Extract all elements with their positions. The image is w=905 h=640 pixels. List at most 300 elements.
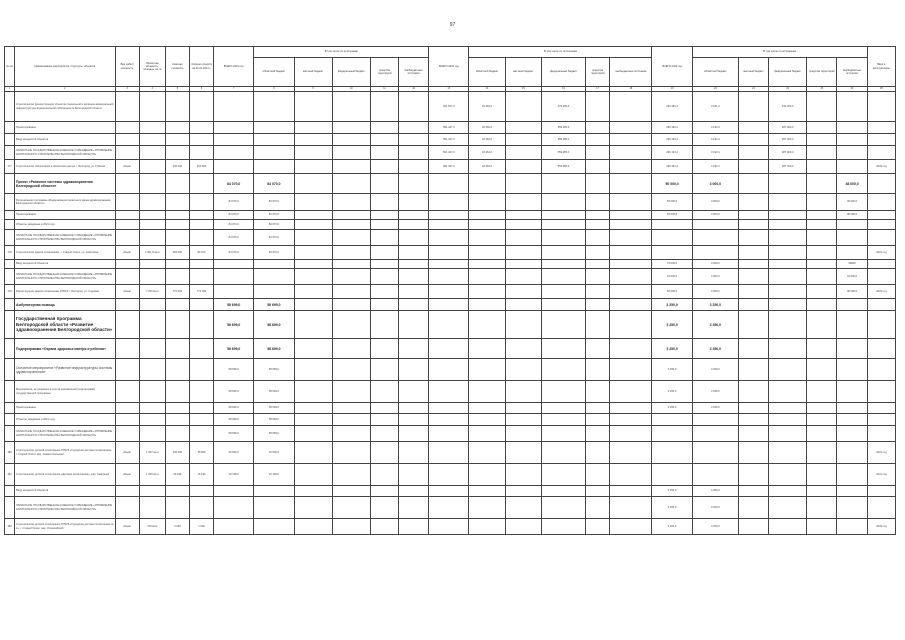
- table-cell: [294, 220, 332, 230]
- table-cell: [807, 260, 837, 269]
- table-cell: [370, 134, 398, 146]
- table-cell: [214, 497, 254, 519]
- table-cell: 181: [5, 464, 15, 486]
- table-cell: [332, 519, 370, 535]
- table-cell: [807, 414, 837, 426]
- table-cell: [214, 260, 254, 269]
- table-cell: [807, 211, 837, 220]
- table-cell: [165, 269, 189, 285]
- table-cell: [332, 381, 370, 403]
- table-cell: [399, 299, 429, 311]
- table-cell: [399, 339, 429, 359]
- table-cell: 84 070,0: [254, 211, 294, 220]
- table-cell: [807, 311, 837, 339]
- table-cell: [399, 497, 429, 519]
- table-cell: [837, 339, 867, 359]
- table-cell: [807, 134, 837, 146]
- table-cell: 3 250,0: [652, 519, 692, 535]
- table-cell: [505, 146, 541, 160]
- table-cell: [769, 220, 807, 230]
- column-index-cell: 20: [692, 87, 738, 92]
- table-cell: [610, 92, 652, 122]
- table-cell: [399, 426, 429, 442]
- table-cell: [189, 381, 213, 403]
- table-cell: [429, 519, 469, 535]
- table-cell: [115, 220, 139, 230]
- table-cell: [189, 359, 213, 381]
- table-cell: 287 000,0: [769, 134, 807, 146]
- table-cell: [165, 134, 189, 146]
- table-cell-name: Объекты, вводимые в 2021 году: [15, 414, 116, 426]
- table-cell: [254, 122, 294, 134]
- table-cell: [429, 220, 469, 230]
- table-cell: [139, 497, 165, 519]
- table-cell: [652, 414, 692, 426]
- column-index-cell: 11: [370, 87, 398, 92]
- table-cell: [807, 230, 837, 246]
- table-cell: [505, 92, 541, 122]
- table-cell: [370, 519, 398, 535]
- table-row: [5, 339, 896, 359]
- table-cell: [505, 403, 541, 414]
- table-cell: [139, 381, 165, 403]
- table-cell: [332, 269, 370, 285]
- table-cell: [867, 134, 895, 146]
- table-cell: [214, 146, 254, 160]
- col-header-local-2021: местный бюджет: [294, 58, 332, 87]
- table-cell: [370, 339, 398, 359]
- table-cell: [139, 134, 165, 146]
- table-cell: [769, 299, 807, 311]
- col-header-federal-2023: федеральный бюджет: [769, 58, 807, 87]
- table-cell: [652, 442, 692, 464]
- table-cell: [807, 92, 837, 122]
- table-cell: [505, 260, 541, 269]
- table-cell: [294, 285, 332, 299]
- table-cell: [370, 414, 398, 426]
- table-cell: [115, 134, 139, 146]
- table-cell: [469, 403, 505, 414]
- table-cell: [294, 230, 332, 246]
- table-cell: [294, 146, 332, 160]
- table-cell: [469, 211, 505, 220]
- table-cell: [429, 414, 469, 426]
- table-cell: 287 000,0: [769, 122, 807, 134]
- table-cell: [5, 381, 15, 403]
- table-cell: [586, 486, 610, 497]
- table-cell: [5, 414, 15, 426]
- table-cell: [541, 211, 585, 220]
- table-cell: [738, 134, 768, 146]
- table-cell: [429, 497, 469, 519]
- table-cell: [586, 426, 610, 442]
- table-cell: [332, 497, 370, 519]
- table-cell: 48 000,0: [837, 285, 867, 299]
- table-cell: 48 000,0: [837, 211, 867, 220]
- table-cell: [429, 269, 469, 285]
- table-cell: [692, 230, 738, 246]
- table-cell: [254, 92, 294, 122]
- table-cell: 48 000,0: [837, 194, 867, 211]
- table-cell: [254, 497, 294, 519]
- table-cell: [807, 464, 837, 486]
- table-cell: 84 070,0: [214, 220, 254, 230]
- table-cell: 44 000,0: [652, 269, 692, 285]
- table-cell: [807, 220, 837, 230]
- table-cell: 3 193,4: [692, 160, 738, 174]
- table-cell: [115, 486, 139, 497]
- table-cell: [370, 381, 398, 403]
- table-cell: [610, 285, 652, 299]
- table-cell: 58 699,0: [214, 311, 254, 339]
- table-cell: [332, 442, 370, 464]
- table-cell-name: Строительство поликлиники в областном центре, г. Белгород, ул. Губкина: [15, 160, 116, 174]
- table-cell: [867, 311, 895, 339]
- table-cell-name: ОБЛАСТНОЕ ГОСУДАРСТВЕННОЕ КАЗЕННОЕ УЧРЕЖДЕНИЕ «УПРАВЛЕНИЕ КАПИТАЛЬНОГО СТРОИТЕЛЬСТВА БЕЛГОРОДСКОЙ ОБЛАСТИ»: [15, 426, 116, 442]
- table-cell: [738, 381, 768, 403]
- table-cell: [738, 426, 768, 442]
- table-cell: [807, 339, 837, 359]
- col-header-num: № п/п: [5, 47, 15, 87]
- table-cell: [139, 230, 165, 246]
- table-cell: [115, 311, 139, 339]
- table-cell: [505, 359, 541, 381]
- table-cell: [738, 311, 768, 339]
- table-cell: [294, 497, 332, 519]
- table-cell: 559 085,0: [541, 122, 585, 134]
- table-cell: [738, 497, 768, 519]
- table-cell: [610, 160, 652, 174]
- column-index-cell: 8: [254, 87, 294, 92]
- table-cell: 43 199: [165, 464, 189, 486]
- table-cell: [586, 269, 610, 285]
- table-cell: [738, 211, 768, 220]
- table-cell: [189, 311, 213, 339]
- table-cell: 3 250,0: [652, 486, 692, 497]
- table-cell: [332, 426, 370, 442]
- table-cell: [586, 519, 610, 535]
- table-cell: [738, 519, 768, 535]
- table-cell: [867, 269, 895, 285]
- table-cell: [5, 92, 15, 122]
- table-cell: [692, 426, 738, 442]
- table-cell: [370, 403, 398, 414]
- table-cell: [189, 497, 213, 519]
- column-index-cell: 15: [505, 87, 541, 92]
- table-cell: [807, 269, 837, 285]
- table-cell: [541, 381, 585, 403]
- table-cell: [332, 359, 370, 381]
- table-cell: [505, 194, 541, 211]
- table-cell: [807, 381, 837, 403]
- table-cell: [370, 230, 398, 246]
- table-cell: 3 250,0: [692, 486, 738, 497]
- table-cell-name: Строительство (реконструкция) объектов социальной и жилищно-коммунальной инфраструктуры муниципальной собственности Белгородской области: [15, 92, 116, 122]
- table-cell: 591 447,0: [429, 122, 469, 134]
- table-cell: [165, 194, 189, 211]
- page-number: 97: [449, 22, 456, 28]
- table-cell: [294, 519, 332, 535]
- col-header-total-2022: ВСЕГО 2022 год: [429, 47, 469, 87]
- table-cell: [165, 146, 189, 160]
- table-cell: [837, 230, 867, 246]
- table-cell: [837, 497, 867, 519]
- column-index-cell: 3: [115, 87, 139, 92]
- table-cell: [738, 359, 768, 381]
- table-cell: [610, 260, 652, 269]
- table-cell: [541, 519, 585, 535]
- table-cell: [807, 122, 837, 134]
- table-cell: [738, 285, 768, 299]
- table-cell: [469, 519, 505, 535]
- table-cell: [115, 122, 139, 134]
- table-cell: 3 181,4: [692, 92, 738, 122]
- table-cell: 3 250,0: [692, 339, 738, 359]
- table-cell: [586, 414, 610, 426]
- table-cell: [610, 311, 652, 339]
- table-cell: [139, 359, 165, 381]
- table-cell: [165, 230, 189, 246]
- table-cell: [769, 464, 807, 486]
- table-cell: 3 250,0: [652, 299, 692, 311]
- table-cell: 3 250,0: [652, 403, 692, 414]
- table-cell: 32 462,0: [469, 160, 505, 174]
- table-cell: [332, 486, 370, 497]
- table-cell: [5, 134, 15, 146]
- table-cell: 15 199,0: [214, 464, 254, 486]
- table-cell: [139, 211, 165, 220]
- table-cell: [807, 519, 837, 535]
- table-cell: [586, 134, 610, 146]
- table-cell: 50 000,0: [652, 285, 692, 299]
- table-cell: [469, 442, 505, 464]
- table-cell: [586, 339, 610, 359]
- table-cell: [139, 194, 165, 211]
- table-cell: [541, 194, 585, 211]
- table-cell: [139, 311, 165, 339]
- column-index-cell: 10: [332, 87, 370, 92]
- table-cell: [541, 426, 585, 442]
- table-cell: 3 250,0: [652, 497, 692, 519]
- table-row: [5, 122, 896, 134]
- table-cell: [867, 230, 895, 246]
- table-cell: [586, 359, 610, 381]
- table-cell: [399, 311, 429, 339]
- table-cell-name: Строительство здания поликлиники, г. Старый Оскол, ул. Советская: [15, 246, 116, 260]
- table-cell: [370, 359, 398, 381]
- table-cell: [610, 426, 652, 442]
- table-cell: [115, 260, 139, 269]
- table-cell: [189, 414, 213, 426]
- table-cell: [769, 194, 807, 211]
- table-cell: 3 000,0: [692, 260, 738, 269]
- table-cell: [115, 211, 139, 220]
- table-cell: [807, 359, 837, 381]
- table-cell: [807, 194, 837, 211]
- table-cell: [586, 230, 610, 246]
- table-cell: [189, 339, 213, 359]
- col-header-federal-2021: федеральный бюджет: [332, 58, 370, 87]
- table-cell: [429, 230, 469, 246]
- table-cell: 58 699,0: [214, 339, 254, 359]
- table-cell: [541, 269, 585, 285]
- column-index-cell: 16: [541, 87, 585, 92]
- table-cell: 58 699,0: [254, 339, 294, 359]
- table-cell: [139, 260, 165, 269]
- table-cell: [610, 134, 652, 146]
- table-cell: 84 070,0: [214, 174, 254, 194]
- table-cell: [652, 246, 692, 260]
- table-cell: [738, 122, 768, 134]
- table-cell: [254, 285, 294, 299]
- table-cell: [399, 414, 429, 426]
- table-cell: [115, 299, 139, 311]
- table-cell: [399, 381, 429, 403]
- table-cell: [610, 230, 652, 246]
- table-cell: [139, 174, 165, 194]
- table-cell: [837, 442, 867, 464]
- table-cell: [586, 442, 610, 464]
- table-cell: [610, 339, 652, 359]
- table-cell: [139, 403, 165, 414]
- table-cell: [738, 174, 768, 194]
- table-cell: 177: [5, 160, 15, 174]
- table-cell: [294, 359, 332, 381]
- table-cell: [139, 220, 165, 230]
- table-cell: 84 070,0: [214, 211, 254, 220]
- column-index-cell: 9: [294, 87, 332, 92]
- table-cell: [610, 299, 652, 311]
- table-cell: [332, 230, 370, 246]
- table-cell: 770 000: [189, 285, 213, 299]
- table-cell: [837, 381, 867, 403]
- table-cell: [505, 134, 541, 146]
- table-cell: [610, 146, 652, 160]
- table-cell: объект: [115, 442, 139, 464]
- table-cell: [807, 299, 837, 311]
- table-cell: [254, 160, 294, 174]
- col-header-total-2021: ВСЕГО 2021 год: [214, 47, 254, 87]
- table-cell: [586, 285, 610, 299]
- table-cell: [837, 246, 867, 260]
- table-cell: [370, 269, 398, 285]
- table-row: [5, 220, 896, 230]
- table-cell: [769, 230, 807, 246]
- table-cell: [115, 414, 139, 426]
- table-cell: [214, 160, 254, 174]
- table-cell-name: Мероприятия, не входящие в состав направлений (подпрограмм) государственной программы: [15, 381, 116, 403]
- table-cell: [541, 174, 585, 194]
- table-cell: [837, 92, 867, 122]
- table-cell: [469, 497, 505, 519]
- table-cell: [294, 160, 332, 174]
- table-cell: 290 193,4: [652, 160, 692, 174]
- table-cell: [692, 442, 738, 464]
- table-cell: [541, 299, 585, 311]
- table-cell: [867, 220, 895, 230]
- table-cell: [652, 230, 692, 246]
- table-cell: 3 250,0: [652, 339, 692, 359]
- table-cell: [189, 211, 213, 220]
- table-cell: 3 250,0: [692, 519, 738, 535]
- table-cell: 50 000,0: [652, 174, 692, 194]
- table-cell: [505, 220, 541, 230]
- table-cell: [586, 211, 610, 220]
- table-cell: [541, 464, 585, 486]
- column-index-cell: 23: [807, 87, 837, 92]
- table-cell: [738, 339, 768, 359]
- table-cell: [294, 486, 332, 497]
- table-cell: 179: [5, 285, 15, 299]
- table-cell: 591 447,0: [429, 134, 469, 146]
- table-cell: [399, 160, 429, 174]
- table-cell: [469, 260, 505, 269]
- table-cell: 58 699,0: [254, 403, 294, 414]
- table-cell: [399, 269, 429, 285]
- table-cell: [399, 285, 429, 299]
- table-cell: [769, 269, 807, 285]
- col-header-name: Наименование мероприятия, структуры, объектов: [15, 47, 116, 87]
- table-cell: [139, 426, 165, 442]
- table-cell: [837, 464, 867, 486]
- table-cell: [738, 486, 768, 497]
- table-cell: [294, 442, 332, 464]
- table-cell: [399, 260, 429, 269]
- table-cell: [294, 299, 332, 311]
- table-cell: [370, 122, 398, 134]
- column-index-cell: 17: [586, 87, 610, 92]
- table-cell: [189, 146, 213, 160]
- table-cell: 3 000,0: [692, 269, 738, 285]
- table-cell: [837, 220, 867, 230]
- table-cell: [165, 299, 189, 311]
- table-cell: [807, 246, 837, 260]
- table-cell: [294, 464, 332, 486]
- table-cell: [769, 442, 807, 464]
- table-cell: [807, 442, 837, 464]
- table-cell: 35 500,0: [214, 442, 254, 464]
- table-cell: 100 000: [165, 442, 189, 464]
- table-cell-name: Ввод мощностей объектов: [15, 486, 116, 497]
- table-cell: [115, 403, 139, 414]
- table-cell: [254, 134, 294, 146]
- table-cell: 2023 год: [867, 285, 895, 299]
- table-cell: [586, 381, 610, 403]
- table-row: [5, 414, 896, 426]
- table-cell: [429, 194, 469, 211]
- table-cell: [189, 122, 213, 134]
- table-row: [5, 285, 896, 299]
- column-index-cell: 5: [165, 87, 189, 92]
- table-cell: [769, 260, 807, 269]
- table-cell: 58 699,0: [214, 414, 254, 426]
- table-cell: [469, 194, 505, 211]
- table-cell: объект: [115, 285, 139, 299]
- table-cell: 591 447,0: [429, 146, 469, 160]
- table-cell: [505, 519, 541, 535]
- table-cell: [294, 174, 332, 194]
- table-cell: объект: [115, 160, 139, 174]
- table-cell: [399, 194, 429, 211]
- table-cell: [692, 220, 738, 230]
- table-cell: 2021 год: [867, 246, 895, 260]
- table-cell: 3 193,4: [692, 122, 738, 134]
- table-cell: 84 070,0: [214, 246, 254, 260]
- table-cell: 559 085,0: [541, 160, 585, 174]
- table-cell: [610, 381, 652, 403]
- table-cell: [139, 146, 165, 160]
- table-cell: [469, 230, 505, 246]
